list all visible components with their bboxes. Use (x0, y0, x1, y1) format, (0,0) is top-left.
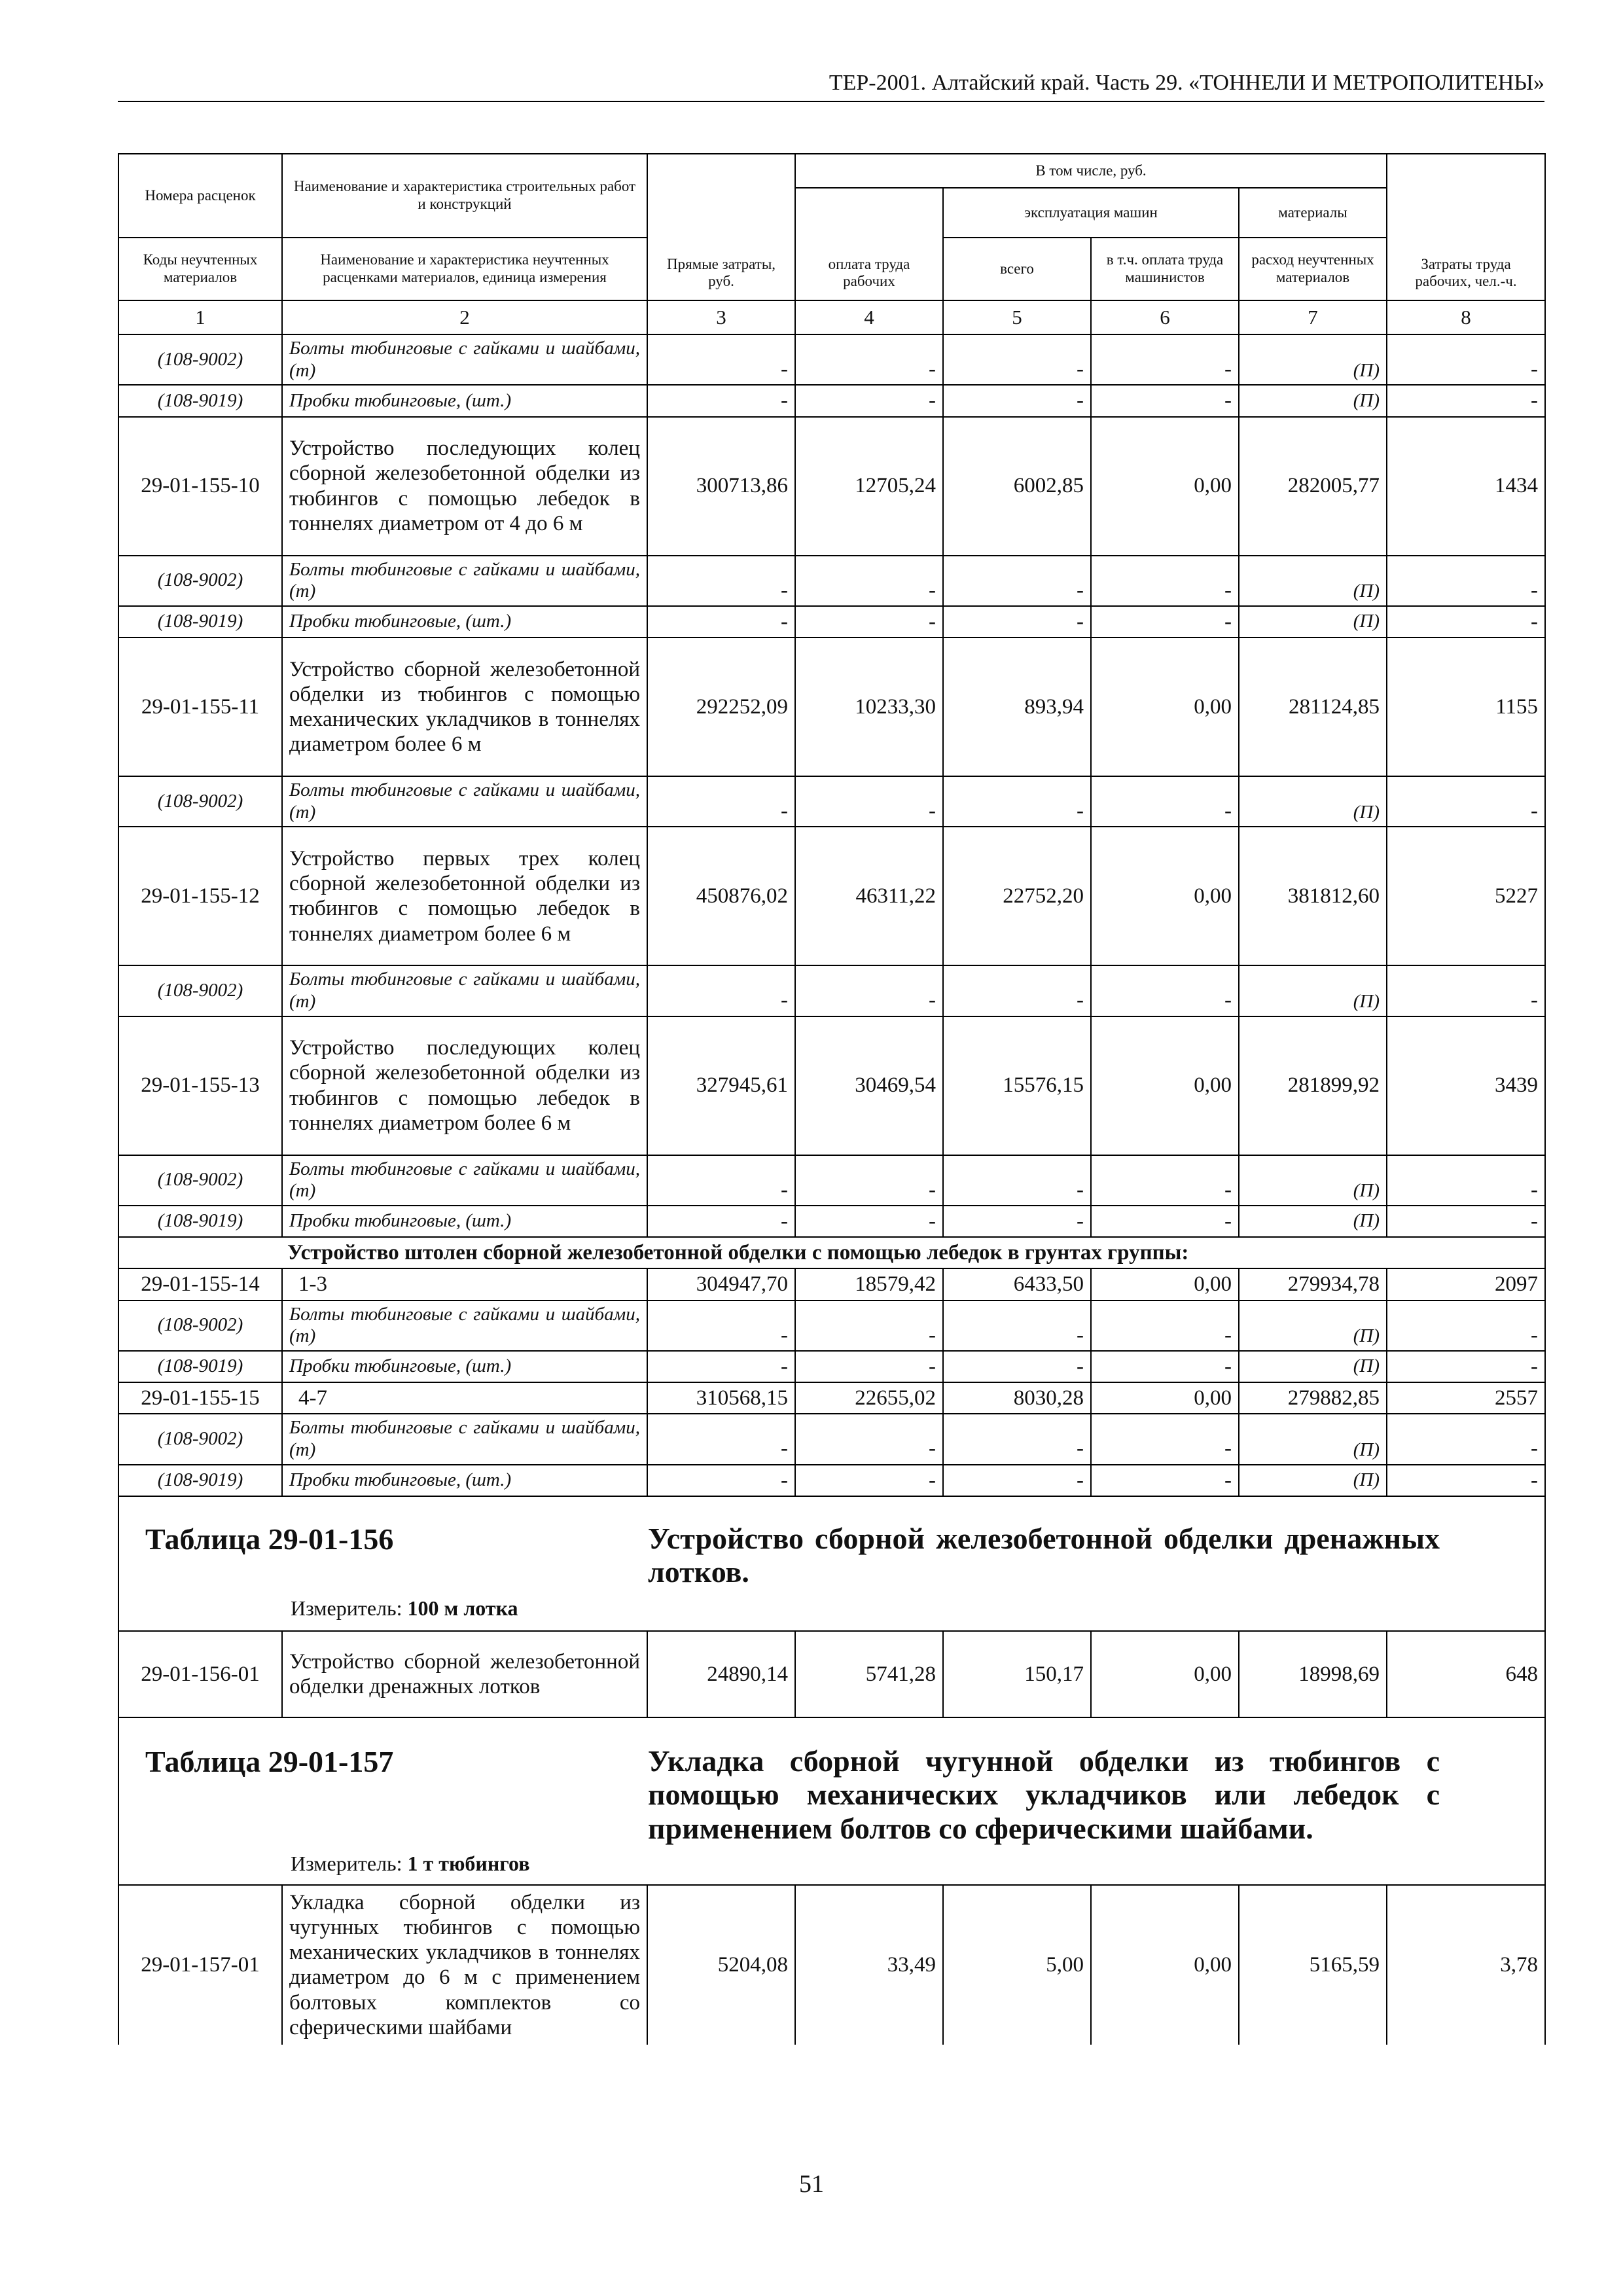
material-value: - (1387, 1414, 1545, 1464)
material-value: (П) (1239, 1414, 1387, 1464)
col-number: 4 (795, 300, 943, 334)
material-name: Болты тюбинговые с гайками и шайбами, (т) (282, 965, 647, 1016)
material-code: (108-9019) (118, 1206, 282, 1237)
material-name: Болты тюбинговые с гайками и шайбами, (т) (282, 776, 647, 827)
col-header-machines: эксплуатация машин (943, 188, 1239, 238)
material-value: - (943, 1414, 1091, 1464)
table-title: Устройство сборной железобетонной обделки дренажных лотков. (648, 1521, 1440, 1589)
wages: 46311,22 (795, 827, 943, 965)
direct-costs: 292252,09 (647, 637, 795, 776)
measure-value: 100 м лотка (407, 1596, 518, 1620)
labor-hours: 648 (1387, 1631, 1545, 1717)
material-value: - (943, 1155, 1091, 1206)
rate-row (118, 637, 1545, 776)
rate-code: 29-01-155-12 (118, 827, 282, 965)
machinists-wages: 0,00 (1091, 637, 1239, 776)
materials-cost: 279934,78 (1239, 1268, 1387, 1300)
rate-row (118, 1268, 1545, 1300)
material-row (118, 1351, 1545, 1382)
material-value: (П) (1239, 776, 1387, 827)
material-value: - (795, 1414, 943, 1464)
material-value: - (647, 965, 795, 1016)
material-value: - (1091, 965, 1239, 1016)
material-code: (108-9002) (118, 1155, 282, 1206)
machinists-wages: 0,00 (1091, 1631, 1239, 1717)
rate-code: 29-01-155-13 (118, 1016, 282, 1155)
material-code: (108-9019) (118, 1351, 282, 1382)
material-value: (П) (1239, 965, 1387, 1016)
table-title: Укладка сборной чугунной обделки из тюбингов с помощью механических укладчиков или лебедок с применением болтов со сферическими шайбами. (648, 1744, 1440, 1845)
material-code: (108-9002) (118, 965, 282, 1016)
labor-hours: 2557 (1387, 1382, 1545, 1414)
col-number: 5 (943, 300, 1091, 334)
material-value: (П) (1239, 1351, 1387, 1382)
direct-costs: 310568,15 (647, 1382, 795, 1414)
labor-hours: 3439 (1387, 1016, 1545, 1155)
material-value: - (647, 1465, 795, 1496)
material-value: - (1091, 1414, 1239, 1464)
machines-total: 22752,20 (943, 827, 1091, 965)
material-code: (108-9002) (118, 334, 282, 385)
machinists-wages: 0,00 (1091, 1885, 1239, 2045)
material-name: Пробки тюбинговые, (шт.) (282, 1351, 647, 1382)
measure-label: Измеритель: (291, 1851, 402, 1875)
material-value: - (943, 385, 1091, 416)
material-value: - (1387, 606, 1545, 637)
machines-total: 6433,50 (943, 1268, 1091, 1300)
material-value: - (943, 1465, 1091, 1496)
machinists-wages: 0,00 (1091, 1268, 1239, 1300)
wages: 18579,42 (795, 1268, 943, 1300)
material-row (118, 1155, 1545, 1206)
material-value: - (647, 556, 795, 606)
material-value: - (1091, 334, 1239, 385)
material-value: - (795, 1206, 943, 1237)
page-number: 51 (799, 2170, 824, 2198)
material-name: Болты тюбинговые с гайками и шайбами, (т) (282, 1155, 647, 1206)
material-value: - (795, 965, 943, 1016)
material-value: - (943, 556, 1091, 606)
material-value: - (795, 556, 943, 606)
material-name: Пробки тюбинговые, (шт.) (282, 1206, 647, 1237)
material-value: - (647, 385, 795, 416)
col-number: 7 (1239, 300, 1387, 334)
col-header-materials: материалы (1239, 188, 1387, 238)
col-number: 1 (118, 300, 282, 334)
material-value: - (795, 1300, 943, 1351)
material-name: Болты тюбинговые с гайками и шайбами, (т) (282, 1414, 647, 1464)
rate-row (118, 1885, 1545, 2045)
material-value: - (795, 776, 943, 827)
machines-total: 15576,15 (943, 1016, 1091, 1155)
material-row (118, 334, 1545, 385)
measure-unit (291, 1852, 530, 1876)
material-value: - (795, 1155, 943, 1206)
material-value: - (1387, 1206, 1545, 1237)
material-value: (П) (1239, 1300, 1387, 1351)
material-code: (108-9019) (118, 385, 282, 416)
material-row (118, 1414, 1545, 1464)
material-value: - (795, 334, 943, 385)
material-value: - (1387, 334, 1545, 385)
machines-total: 8030,28 (943, 1382, 1091, 1414)
material-value: - (795, 1465, 943, 1496)
rate-row (118, 1631, 1545, 1717)
material-value: - (647, 1155, 795, 1206)
material-value: - (647, 1206, 795, 1237)
rate-row (118, 1016, 1545, 1155)
measure-label: Измеритель: (291, 1596, 402, 1620)
material-code: (108-9002) (118, 556, 282, 606)
material-value: - (647, 606, 795, 637)
material-value: - (1387, 556, 1545, 606)
machines-total: 893,94 (943, 637, 1091, 776)
material-value: - (795, 606, 943, 637)
material-name: Болты тюбинговые с гайками и шайбами, (т) (282, 556, 647, 606)
material-row (118, 1300, 1545, 1351)
direct-costs: 24890,14 (647, 1631, 795, 1717)
material-value: - (647, 776, 795, 827)
labor-hours: 5227 (1387, 827, 1545, 965)
wages: 10233,30 (795, 637, 943, 776)
material-value: - (1091, 1465, 1239, 1496)
col-header-work-name: Наименование и характеристика строительных работ и конструкций (282, 154, 647, 238)
wages: 33,49 (795, 1885, 943, 2045)
material-value: (П) (1239, 556, 1387, 606)
measure-unit (291, 1596, 518, 1621)
col-header-direct-costs: Прямые затраты, руб. (647, 154, 795, 300)
rate-name: 1-3 (282, 1268, 647, 1300)
materials-cost: 279882,85 (1239, 1382, 1387, 1414)
material-name: Болты тюбинговые с гайками и шайбами, (т) (282, 334, 647, 385)
material-value: - (1091, 1206, 1239, 1237)
material-value: - (1091, 385, 1239, 416)
material-code: (108-9002) (118, 1300, 282, 1351)
material-value: - (795, 385, 943, 416)
material-value: (П) (1239, 1206, 1387, 1237)
material-row (118, 385, 1545, 416)
rate-name: 4-7 (282, 1382, 647, 1414)
material-name: Пробки тюбинговые, (шт.) (282, 606, 647, 637)
material-code: (108-9002) (118, 776, 282, 827)
material-value: - (943, 1206, 1091, 1237)
labor-hours: 1434 (1387, 417, 1545, 556)
col-header-machinists-wages: в т.ч. оплата труда машинистов (1091, 238, 1239, 300)
material-value: - (1387, 1351, 1545, 1382)
material-value: - (1091, 776, 1239, 827)
material-value: - (943, 606, 1091, 637)
table-caption-row (118, 1496, 1545, 1631)
header-row (118, 154, 1545, 188)
col-header-including: В том числе, руб. (795, 154, 1387, 188)
col-number: 3 (647, 300, 795, 334)
material-value: - (647, 1414, 795, 1464)
rate-name: Устройство сборной железобетонной обделки дренажных лотков (282, 1631, 647, 1717)
direct-costs: 327945,61 (647, 1016, 795, 1155)
material-value: - (1091, 556, 1239, 606)
materials-cost: 281899,92 (1239, 1016, 1387, 1155)
material-row (118, 556, 1545, 606)
material-value: - (647, 1351, 795, 1382)
rate-name: Устройство последующих колец сборной железобетонной обделки из тюбингов с помощью лебедок в тоннелях диаметром более 6 м (282, 1016, 647, 1155)
material-value: - (943, 334, 1091, 385)
material-row (118, 606, 1545, 637)
rate-code: 29-01-155-14 (118, 1268, 282, 1300)
material-row (118, 1465, 1545, 1496)
materials-cost: 281124,85 (1239, 637, 1387, 776)
material-value: (П) (1239, 385, 1387, 416)
measure-value: 1 т тюбингов (407, 1851, 530, 1875)
material-value: (П) (1239, 334, 1387, 385)
material-value: - (1387, 1465, 1545, 1496)
material-value: - (1091, 606, 1239, 637)
rate-code: 29-01-156-01 (118, 1631, 282, 1717)
material-value: (П) (1239, 606, 1387, 637)
material-value: - (647, 1300, 795, 1351)
materials-cost: 282005,77 (1239, 417, 1387, 556)
material-value: - (943, 965, 1091, 1016)
machinists-wages: 0,00 (1091, 1382, 1239, 1414)
labor-hours: 1155 (1387, 637, 1545, 776)
section-heading: Устройство штолен сборной железобетонной обделки с помощью лебедок в грунтах группы: (282, 1237, 1545, 1268)
machinists-wages: 0,00 (1091, 1016, 1239, 1155)
rate-row (118, 417, 1545, 556)
material-name: Болты тюбинговые с гайками и шайбами, (т) (282, 1300, 647, 1351)
rate-name: Устройство последующих колец сборной железобетонной обделки из тюбингов с помощью лебедок в тоннелях диаметром от 4 до 6 м (282, 417, 647, 556)
rate-code: 29-01-157-01 (118, 1885, 282, 2045)
col-number: 6 (1091, 300, 1239, 334)
direct-costs: 300713,86 (647, 417, 795, 556)
material-value: (П) (1239, 1155, 1387, 1206)
materials-cost: 5165,59 (1239, 1885, 1387, 2045)
material-value: - (1387, 1155, 1545, 1206)
rate-row (118, 1382, 1545, 1414)
wages: 30469,54 (795, 1016, 943, 1155)
machines-total: 150,17 (943, 1631, 1091, 1717)
material-code: (108-9019) (118, 606, 282, 637)
material-value: - (1091, 1351, 1239, 1382)
material-value: - (1091, 1155, 1239, 1206)
material-value: - (1387, 385, 1545, 416)
col-number: 2 (282, 300, 647, 334)
column-numbers-row (118, 300, 1545, 334)
direct-costs: 304947,70 (647, 1268, 795, 1300)
material-row (118, 965, 1545, 1016)
running-header: ТЕР-2001. Алтайский край. Часть 29. «ТОННЕЛИ И МЕТРОПОЛИТЕНЫ» (118, 71, 1544, 102)
machines-total: 6002,85 (943, 417, 1091, 556)
labor-hours: 2097 (1387, 1268, 1545, 1300)
direct-costs: 5204,08 (647, 1885, 795, 2045)
material-value: - (1091, 1300, 1239, 1351)
material-value: - (1387, 776, 1545, 827)
section-row (118, 1237, 1545, 1268)
machines-total: 5,00 (943, 1885, 1091, 2045)
material-value: - (943, 1351, 1091, 1382)
rate-code: 29-01-155-15 (118, 1382, 282, 1414)
wages: 5741,28 (795, 1631, 943, 1717)
wages: 22655,02 (795, 1382, 943, 1414)
col-header-wages: оплата труда рабочих (795, 188, 943, 300)
material-value: (П) (1239, 1465, 1387, 1496)
machinists-wages: 0,00 (1091, 417, 1239, 556)
rates-table (118, 153, 1546, 2045)
material-value: - (943, 1300, 1091, 1351)
material-value: - (795, 1351, 943, 1382)
col-header-machines-total: всего (943, 238, 1091, 300)
col-number: 8 (1387, 300, 1545, 334)
col-header-material-codes: Коды неучтенных материалов (118, 238, 282, 300)
col-header-labor-hours: Затраты труда рабочих, чел.-ч. (1387, 154, 1545, 300)
material-value: - (1387, 1300, 1545, 1351)
rate-row (118, 827, 1545, 965)
col-header-material-names: Наименование и характеристика неучтенных расценками материалов, единица измерения (282, 238, 647, 300)
material-row (118, 776, 1545, 827)
machinists-wages: 0,00 (1091, 827, 1239, 965)
material-value: - (647, 334, 795, 385)
rate-code: 29-01-155-10 (118, 417, 282, 556)
rate-name: Устройство сборной железобетонной обделки из тюбингов с помощью механических укладчиков в тоннелях диаметром более 6 м (282, 637, 647, 776)
rate-name: Укладка сборной обделки из чугунных тюбингов с помощью механических укладчиков в тоннелях диаметром до 6 м с применением болтовых комплектов со сферическими шайбами (282, 1885, 647, 2045)
material-code: (108-9019) (118, 1465, 282, 1496)
material-value: - (1387, 965, 1545, 1016)
material-name: Пробки тюбинговые, (шт.) (282, 385, 647, 416)
wages: 12705,24 (795, 417, 943, 556)
materials-cost: 18998,69 (1239, 1631, 1387, 1717)
material-name: Пробки тюбинговые, (шт.) (282, 1465, 647, 1496)
table-name: Таблица 29-01-156 (145, 1522, 394, 1556)
col-header-rate-numbers: Номера расценок (118, 154, 282, 238)
material-row (118, 1206, 1545, 1237)
material-code: (108-9002) (118, 1414, 282, 1464)
labor-hours: 3,78 (1387, 1885, 1545, 2045)
rate-name: Устройство первых трех колец сборной железобетонной обделки из тюбингов с помощью лебедок в тоннелях диаметром более 6 м (282, 827, 647, 965)
col-header-materials-usage: расход неучтенных материалов (1239, 238, 1387, 300)
material-value: - (943, 776, 1091, 827)
direct-costs: 450876,02 (647, 827, 795, 965)
rate-code: 29-01-155-11 (118, 637, 282, 776)
materials-cost: 381812,60 (1239, 827, 1387, 965)
table-name: Таблица 29-01-157 (145, 1744, 394, 1778)
table-caption-row (118, 1717, 1545, 1885)
